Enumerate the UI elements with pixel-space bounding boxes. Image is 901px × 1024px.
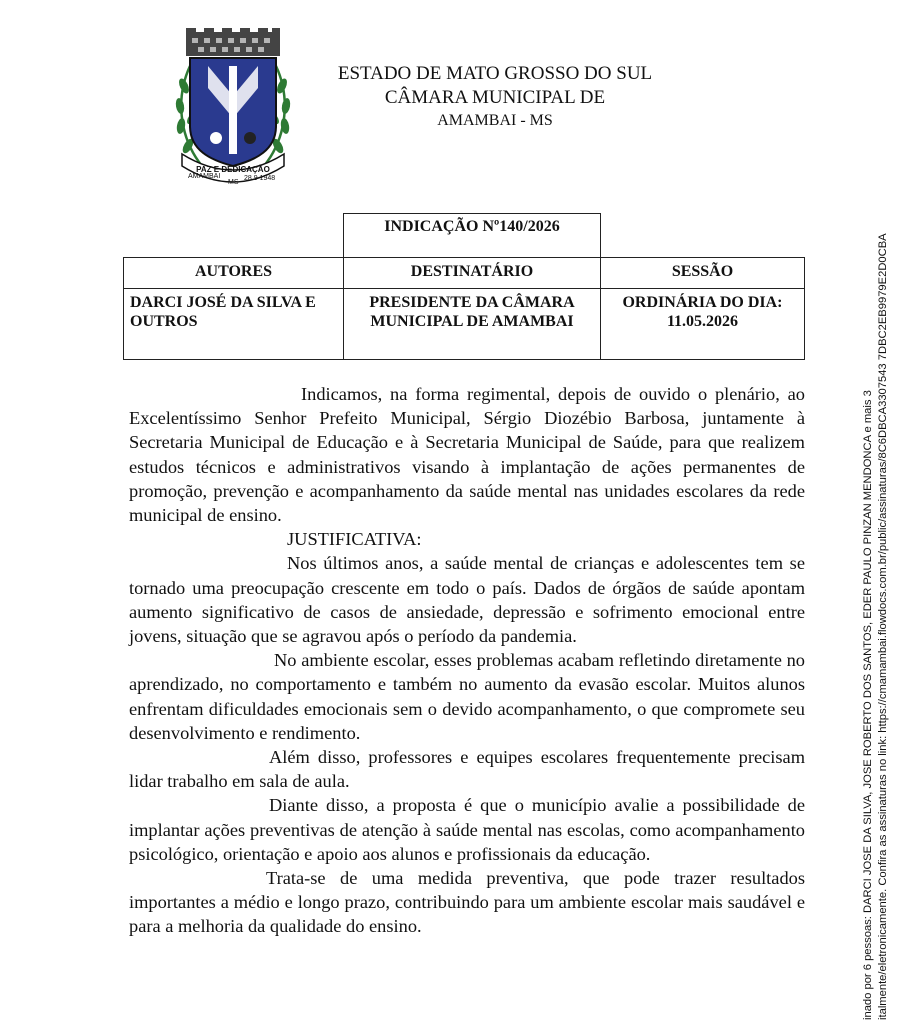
crest-state: MS	[228, 179, 239, 186]
paragraph-justificativa-5: Trata-se de uma medida preventiva, que pode trazer resultados importantes a médio e longo prazo, contribuindo para um ambiente escolar mais saudável e para a melhoria da qualidade do ensino.	[129, 868, 805, 937]
header-destinatario: DESTINATÁRIO	[344, 258, 601, 289]
letterhead	[300, 62, 690, 132]
header-sessao: SESSÃO	[601, 258, 805, 289]
crest-motto: PAZ E DEDICAÇÃO	[196, 165, 270, 174]
crest-date: 28 9 1948	[244, 175, 276, 182]
signature-signers: inado por 6 pessoas: DARCI JOSE DA SILVA, JOSE ROBERTO DOS SANTOS, EDER PAULO PINZAN MENDONCA e mais 3	[862, 390, 874, 1020]
paragraph-justificativa-4: Diante disso, a proposta é que o município avalie a possibilidade de implantar ações preventivas de atenção à saúde mental nas escolas, como acompanhamento psicológico, orientação e apoio aos alunos e profissionais da educação.	[129, 795, 805, 864]
signature-link: italmente/eletronicamente. Confira as assinaturas no link: https://cmamambai.flowdocs.com.br/public/assinaturas/8C6DBCA3307543 7DBC2EB9979E2D0CBA	[877, 233, 889, 1020]
document-body	[129, 382, 805, 939]
paragraph-justificativa-3: Além disso, professores e equipes escolares frequentemente precisam lidar trabalho em sala de aula.	[129, 747, 805, 792]
paragraph-indicacao: Indicamos, na forma regimental, depois de ouvido o plenário, ao Excelentíssimo Senhor Prefeito Municipal, Sérgio Diozébio Barbosa, juntamente à Secretaria Municipal de Educação e à Secretaria Municipal de Saúde, para que realizem estudos técnicos e administrativos visando à implantação de ações permanentes de promoção, prevenção e acompanhamento da saúde mental nas unidades escolares da rede municipal de ensino.	[129, 384, 805, 526]
castle-crown-icon	[186, 28, 280, 56]
crest-logo	[168, 26, 298, 186]
paragraph-justificativa-2: No ambiente escolar, esses problemas acabam refletindo diretamente no aprendizado, no comportamento e também no aumento da evasão escolar. Muitos alunos enfrentam dificuldades emocionais sem o devido acompanhamento, o que compromete seu desenvolvimento e rendimento.	[129, 650, 805, 743]
header-autores: AUTORES	[124, 258, 344, 289]
header-state: ESTADO DE MATO GROSSO DO SUL	[337, 63, 653, 84]
justificativa-title: JUSTIFICATIVA:	[287, 529, 422, 550]
header-chamber: CÂMARA MUNICIPAL DE	[384, 87, 606, 108]
shield-icon	[190, 58, 276, 166]
signature-verification-note	[862, 160, 892, 1020]
indicacao-table	[123, 213, 805, 360]
indicacao-number: INDICAÇÃO Nº140/2026	[344, 214, 601, 258]
value-autores: DARCI JOSÉ DA SILVA E OUTROS	[124, 289, 344, 360]
value-destinatario: PRESIDENTE DA CÂMARA MUNICIPAL DE AMAMBAI	[344, 289, 601, 360]
crest-city: AMAMBAI	[188, 173, 221, 180]
header-city: AMAMBAI - MS	[437, 112, 553, 129]
paragraph-justificativa-1: Nos últimos anos, a saúde mental de crianças e adolescentes tem se tornado uma preocupação crescente em todo o país. Dados de órgãos de saúde apontam aumento significativo de casos de ansiedade, depressão e sofrimento emocional entre jovens, situação que se agravou após o período da pandemia.	[129, 553, 805, 647]
value-sessao: ORDINÁRIA DO DIA: 11.05.2026	[601, 289, 805, 360]
